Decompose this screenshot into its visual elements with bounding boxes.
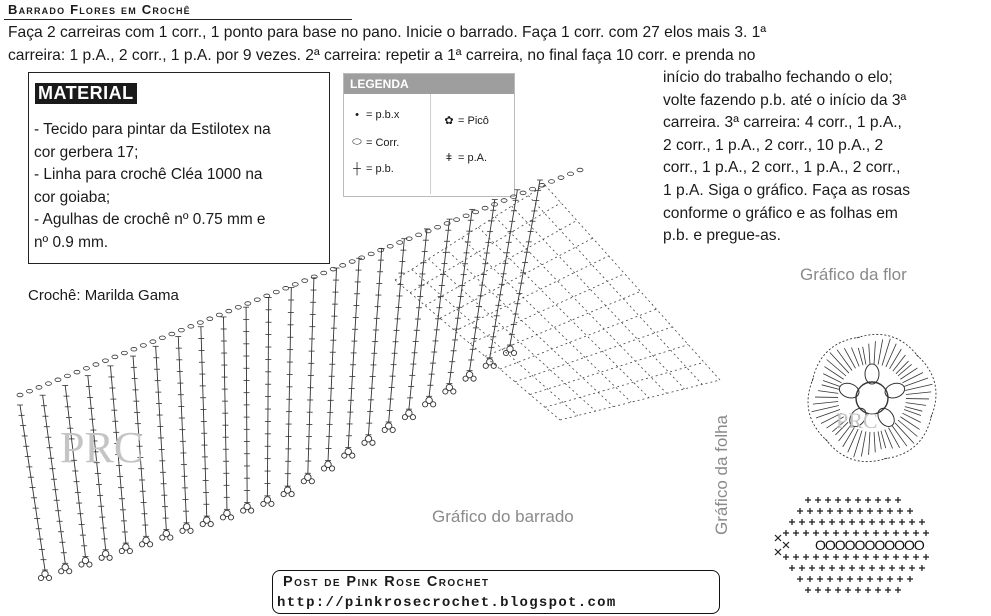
- chain-oval-icon: ⬭: [352, 136, 362, 148]
- leaf-chart-label: Gráfico da folha: [712, 414, 731, 535]
- picot-mark: [119, 548, 124, 553]
- picot-mark: [79, 562, 84, 567]
- chain-mark: [245, 302, 251, 306]
- border-chart-label: Gráfico do barrado: [432, 507, 574, 526]
- stitch-column: [382, 239, 407, 433]
- instructions-right-line: volte fazendo p.b. até o início da 3ª: [663, 91, 907, 109]
- mesh-line: [545, 185, 720, 380]
- chain-mark: [577, 168, 583, 172]
- picot-mark: [38, 575, 43, 580]
- instructions-right-line: 2 corr., 1 p.A., 2 corr., 10 p.A., 2: [663, 136, 884, 154]
- material-item: nº 0.9 mm.: [34, 233, 109, 251]
- chain-mark: [435, 225, 441, 229]
- mesh-line: [445, 248, 613, 406]
- picot-mark: [188, 528, 193, 533]
- chain-mark: [368, 252, 374, 256]
- chain-mark: [226, 309, 232, 313]
- picot-mark: [342, 453, 347, 458]
- picot-mark: [160, 535, 165, 540]
- mesh-line: [512, 206, 685, 389]
- picot-mark: [431, 402, 436, 407]
- stitch-column: [261, 297, 274, 506]
- leaf-chart-diagram: [775, 497, 929, 593]
- picot-mark: [228, 515, 233, 520]
- chain-mark: [26, 389, 32, 393]
- leaf-row: [789, 519, 925, 525]
- picot-mark: [249, 508, 254, 513]
- picot-mark: [451, 389, 456, 394]
- chain-mark: [454, 218, 460, 222]
- picot-mark: [471, 376, 476, 381]
- leaf-chain-row: OOOOOOOOOOO: [815, 537, 924, 553]
- chain-mark: [283, 286, 289, 290]
- chain-mark: [397, 241, 403, 245]
- chain-mark: [93, 363, 99, 367]
- instructions-right-line: início do trabalho fechando o elo;: [663, 69, 893, 86]
- picot-mark: [423, 402, 428, 407]
- picot-mark: [46, 575, 51, 580]
- chain-mark: [520, 191, 526, 195]
- chain-mark: [387, 244, 393, 248]
- double-crochet-icon: ǂ: [445, 152, 453, 164]
- stitch-column: [281, 288, 294, 497]
- stitch-column: [62, 385, 92, 567]
- chain-mark: [302, 279, 308, 283]
- mesh-line: [528, 196, 702, 385]
- page-title: Barrado Flores em Crochê: [8, 2, 191, 17]
- chain-mark: [330, 267, 336, 271]
- chain-mark: [197, 321, 203, 325]
- dot-icon: •: [355, 109, 359, 121]
- picot-mark: [220, 515, 225, 520]
- picot-mark: [241, 508, 246, 513]
- chain-mark: [235, 305, 241, 309]
- mesh-line: [455, 256, 609, 331]
- picot-mark: [87, 562, 92, 567]
- picot-mark: [309, 479, 314, 484]
- legend-label: = p.b.: [366, 163, 394, 175]
- stitch-column: [503, 180, 543, 356]
- chain-mark: [549, 180, 555, 184]
- flower-chart-label: Gráfico da flor: [800, 265, 907, 284]
- picot-mark: [491, 363, 496, 368]
- chain-mark: [463, 214, 469, 218]
- chain-mark: [55, 378, 61, 382]
- mesh-line: [495, 217, 667, 394]
- chain-mark: [169, 332, 175, 336]
- flower-petal-inner: [875, 405, 898, 429]
- picot-mark: [289, 491, 294, 496]
- stitch-column: [362, 248, 385, 445]
- flower-petal-outer: [812, 337, 863, 386]
- leaf-stem-mark: [775, 535, 781, 541]
- leaf-row: [805, 497, 901, 503]
- mesh-line: [470, 274, 625, 344]
- chain-mark: [64, 374, 70, 378]
- chain-mark: [178, 328, 184, 332]
- picot-mark: [410, 415, 415, 420]
- picot-mark: [281, 491, 286, 496]
- stitch-column: [198, 327, 213, 527]
- credit-author: Crochê: Marilda Gama: [28, 287, 179, 304]
- chain-mark: [473, 210, 479, 214]
- chain-mark: [17, 393, 23, 397]
- chain-mark: [558, 176, 564, 180]
- material-item: - Tecido para pintar da Estilotex na: [34, 121, 271, 138]
- picot-mark: [139, 542, 144, 547]
- chain-mark: [501, 199, 507, 203]
- leaf-row: [789, 565, 925, 571]
- picot-mark: [107, 555, 112, 560]
- chain-mark: [416, 233, 422, 237]
- leaf-row: [783, 530, 929, 536]
- material-item: cor goiaba;: [34, 188, 111, 206]
- chain-mark: [321, 271, 327, 275]
- stitch-column: [153, 346, 173, 540]
- picot-mark: [370, 440, 375, 445]
- footer-credit: Post de Pink Rose Crochet: [283, 574, 490, 590]
- instructions-line-2: carreira: 1 p.A., 2 corr., 1 p.A. por 9 vezes. 2ª carreira: repetir a 1ª carreira, no final faça 10 corr. e prenda no: [8, 47, 756, 64]
- chain-mark: [254, 298, 260, 302]
- leaf-stem-mark: [783, 542, 789, 548]
- mesh-line: [395, 185, 545, 280]
- flower-petal-outer: [881, 409, 932, 458]
- instructions-right-line: p.b. e pregue-as.: [663, 227, 781, 245]
- chain-mark: [188, 325, 194, 329]
- picot-mark: [168, 535, 173, 540]
- mesh-line: [478, 227, 649, 398]
- instructions-right-line: carreira. 3ª carreira: 4 corr., 1 p.A.,: [663, 114, 902, 132]
- picot-mark: [67, 569, 72, 574]
- mesh-line: [410, 203, 561, 293]
- leaf-row: [797, 576, 913, 582]
- chain-mark: [150, 340, 156, 344]
- picot-mark: [503, 350, 508, 355]
- picot-mark: [147, 542, 152, 547]
- material-item: - Linha para crochê Cléa 1000 na: [34, 166, 263, 183]
- flower-petal-inner: [865, 364, 879, 384]
- stitch-column: [402, 229, 430, 420]
- leaf-row: [783, 554, 929, 560]
- chain-mark: [102, 359, 108, 363]
- legend-title: LEGENDA: [344, 74, 514, 94]
- chain-mark: [121, 351, 127, 355]
- instructions-right-line: conforme o gráfico e as folhas em: [663, 204, 898, 222]
- stitch-column: [321, 268, 339, 471]
- instructions-line-1: Faça 2 carreiras com 1 corr., 1 ponto para base no pano. Inicie o barrado. Faça 1 corr. com 27 elos mais 3. 1ª: [8, 24, 767, 41]
- chain-mark: [207, 317, 213, 321]
- mesh-line: [412, 269, 578, 415]
- picot-mark: [59, 569, 64, 574]
- stitch-column: [241, 307, 254, 513]
- chain-mark: [349, 260, 355, 264]
- picot-mark: [382, 427, 387, 432]
- legend-label: = p.A.: [458, 152, 488, 164]
- stitch-column: [220, 317, 233, 520]
- watermark: PRC: [60, 423, 144, 472]
- material-heading: MATERIAL: [35, 83, 137, 104]
- stitch-column: [301, 278, 317, 484]
- chain-mark: [159, 336, 165, 340]
- footer-box: [272, 570, 720, 614]
- mesh-line: [530, 345, 688, 395]
- picot-mark: [200, 521, 205, 526]
- leaf-row: [805, 587, 901, 593]
- picot-mark: [390, 427, 395, 432]
- picot-mark: [208, 521, 213, 526]
- chain-mark: [425, 229, 431, 233]
- picot-mark: [402, 415, 407, 420]
- picot-mark: [99, 555, 104, 560]
- picot-mark: [261, 501, 266, 506]
- flower-chart-diagram: [808, 334, 936, 461]
- chain-mark: [36, 386, 42, 390]
- material-item: cor gerbera 17;: [34, 143, 139, 161]
- mesh-line: [560, 380, 720, 420]
- picot-mark: [321, 466, 326, 471]
- chain-mark: [216, 313, 222, 317]
- watermark: PRC: [836, 408, 878, 433]
- cross-stitch-icon: ┼: [353, 163, 361, 175]
- chain-mark: [340, 264, 346, 268]
- picot-mark: [463, 376, 468, 381]
- stitch-column: [175, 337, 193, 534]
- picot-mark: [350, 453, 355, 458]
- stitch-column: [17, 405, 52, 581]
- chain-mark: [511, 195, 517, 199]
- legend-label: = Picô: [458, 114, 489, 127]
- picot-mark: [511, 350, 516, 355]
- picot-mark: [127, 548, 132, 553]
- chain-mark: [45, 382, 51, 386]
- material-item: - Agulhas de crochê nº 0.75 mm e: [34, 211, 266, 228]
- picot-mark: [329, 466, 334, 471]
- chain-mark: [83, 367, 89, 371]
- chain-mark: [112, 355, 118, 359]
- picot-mark: [180, 528, 185, 533]
- chain-mark: [482, 206, 488, 210]
- legend-label: = p.b.x: [366, 109, 400, 121]
- picot-mark: [269, 501, 274, 506]
- leaf-stem-mark: [775, 549, 781, 555]
- stitch-column: [463, 200, 498, 382]
- chain-mark: [292, 283, 298, 287]
- chain-mark: [140, 344, 146, 348]
- picot-icon: ✿: [444, 115, 454, 127]
- chain-mark: [359, 256, 365, 260]
- leaf-row: [797, 508, 913, 514]
- stitch-column: [483, 190, 520, 369]
- chain-mark: [273, 290, 279, 294]
- legend-label: = Corr.: [366, 136, 400, 149]
- picot-mark: [301, 479, 306, 484]
- chain-mark: [530, 187, 536, 191]
- instructions-right-line: 1 p.A. Siga o gráfico. Faça as rosas: [663, 181, 911, 199]
- picot-mark: [443, 389, 448, 394]
- border-chart-diagram: [17, 168, 720, 580]
- instructions-right-line: corr., 1 p.A., 2 corr., 1 p.A., 2 corr.,: [663, 159, 901, 177]
- stitch-column: [342, 258, 362, 458]
- footer-url-link[interactable]: http://pinkrosecrochet.blogspot.com: [277, 595, 617, 611]
- chain-mark: [74, 370, 80, 374]
- picot-mark: [483, 363, 488, 368]
- chain-mark: [131, 347, 137, 351]
- chain-mark: [568, 172, 574, 176]
- picot-mark: [362, 440, 367, 445]
- stitch-column: [423, 219, 453, 407]
